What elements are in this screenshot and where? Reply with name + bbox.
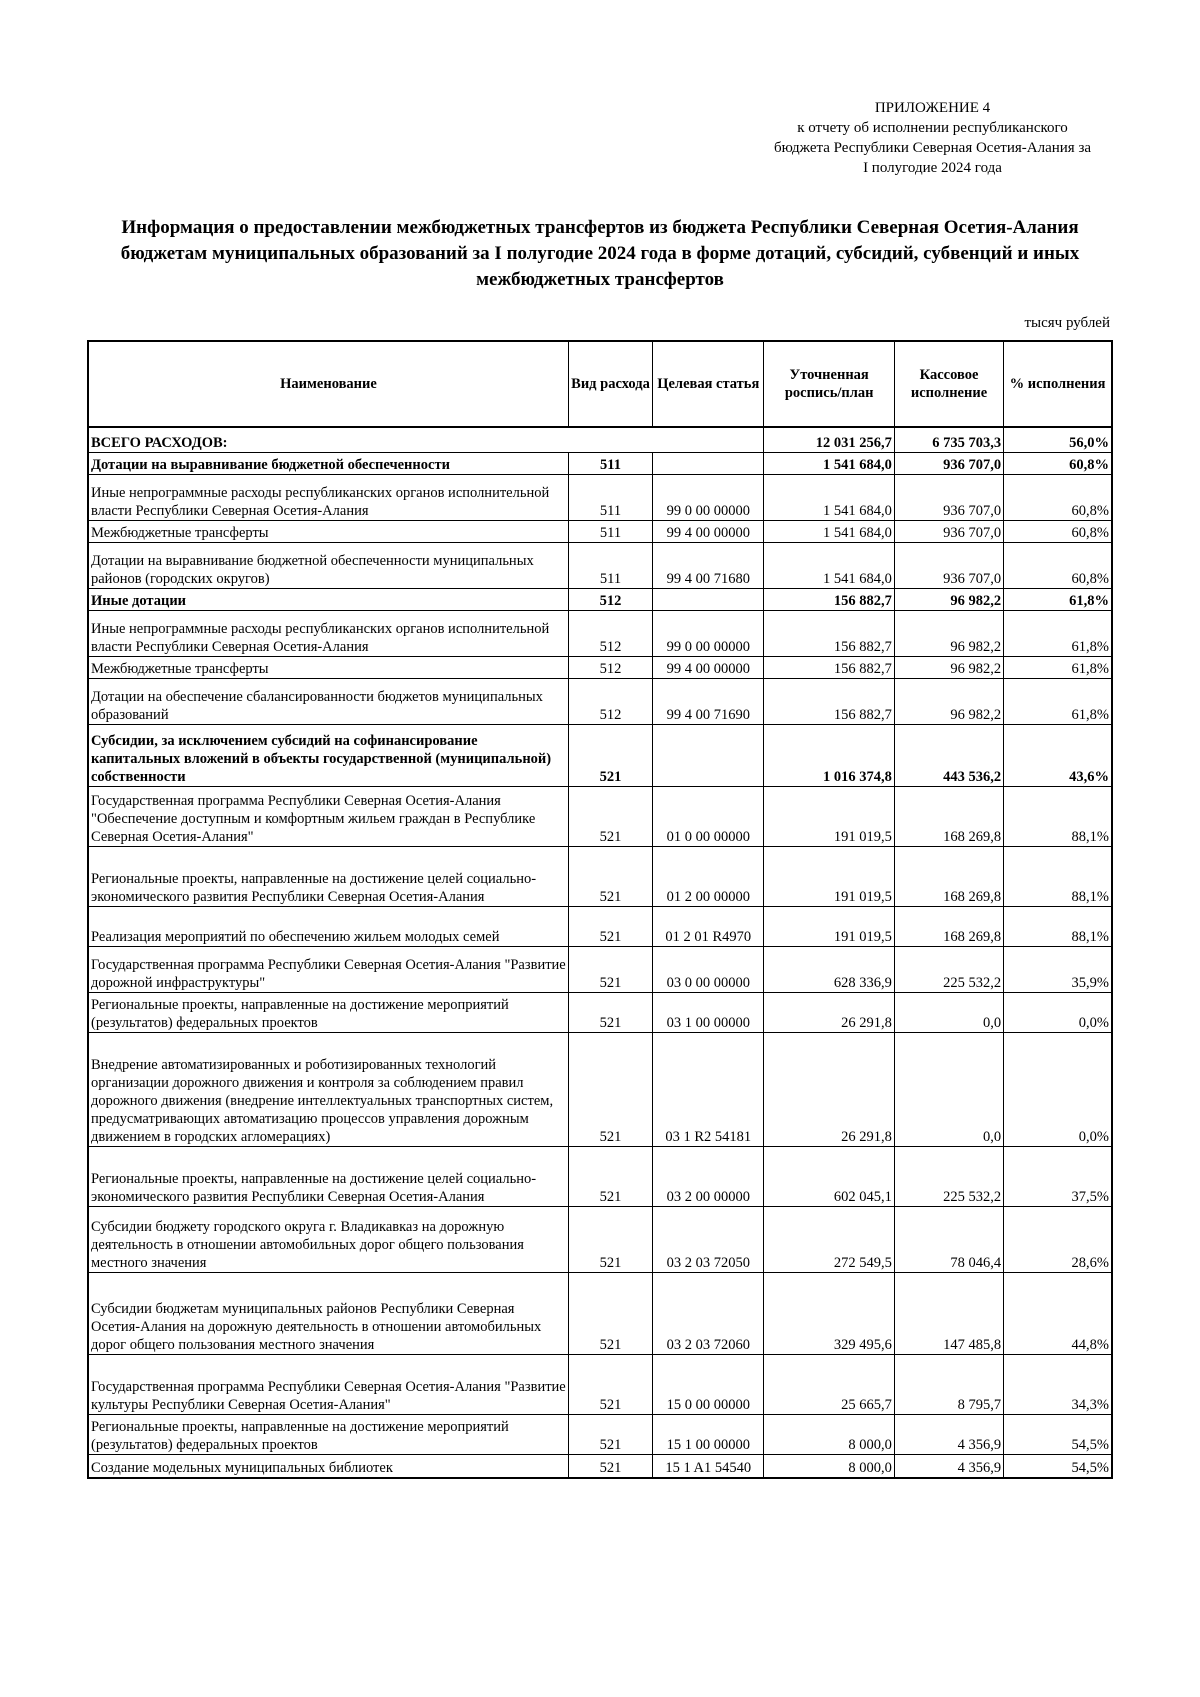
total-kass: 6 735 703,3 (894, 427, 1003, 452)
row-kass: 4 356,9 (894, 1414, 1003, 1454)
row-plan: 1 016 374,8 (764, 724, 894, 786)
row-cel: 15 0 00 00000 (653, 1354, 764, 1414)
row-kass: 168 269,8 (894, 906, 1003, 946)
row-vid: 521 (568, 846, 652, 906)
row-plan: 156 882,7 (764, 588, 894, 610)
row-pct: 54,5% (1004, 1454, 1112, 1478)
row-cel: 99 4 00 00000 (653, 656, 764, 678)
appendix-line: к отчету об исполнении республиканского (797, 120, 1068, 136)
total-row (88, 427, 1112, 452)
row-plan: 1 541 684,0 (764, 542, 894, 588)
row-vid: 511 (568, 474, 652, 520)
row-cel: 03 0 00 00000 (653, 946, 764, 992)
row-kass: 0,0 (894, 992, 1003, 1032)
row-vid: 512 (568, 678, 652, 724)
table-row (88, 1032, 1112, 1146)
row-kass: 168 269,8 (894, 846, 1003, 906)
row-plan: 602 045,1 (764, 1146, 894, 1206)
table-row (88, 906, 1112, 946)
row-cel: 99 4 00 71680 (653, 542, 764, 588)
row-name: Иные непрограммные расходы республиканских органов исполнительной власти Республики Северная Осетия-Алания (88, 474, 568, 520)
table-row (88, 992, 1112, 1032)
total-label: ВСЕГО РАСХОДОВ: (88, 427, 764, 452)
row-plan: 8 000,0 (764, 1414, 894, 1454)
row-kass: 936 707,0 (894, 474, 1003, 520)
row-kass: 0,0 (894, 1032, 1003, 1146)
row-plan: 329 495,6 (764, 1272, 894, 1354)
row-name: Внедрение автоматизированных и роботизированных технологий организации дорожного движения и контроля за соблюдением правил дорожного движения (внедрение интеллектуальных транспортных систем, предусматривающих автоматизацию процессов управления дорожным движением в городских агломерациях) (88, 1032, 568, 1146)
row-name: Создание модельных муниципальных библиотек (88, 1454, 568, 1478)
row-kass: 96 982,2 (894, 678, 1003, 724)
row-cel: 99 4 00 00000 (653, 520, 764, 542)
row-pct: 0,0% (1004, 1032, 1112, 1146)
table-row (88, 1206, 1112, 1272)
row-vid: 521 (568, 786, 652, 846)
row-vid: 521 (568, 906, 652, 946)
title-line: Информация о предоставлении межбюджетных трансфертов из бюджета Республики Северная Осетия-Алания (121, 217, 1079, 238)
row-name: Государственная программа Республики Северная Осетия-Алания "Развитие культуры Республики Северная Осетия-Алания" (88, 1354, 568, 1414)
row-plan: 156 882,7 (764, 610, 894, 656)
row-plan: 628 336,9 (764, 946, 894, 992)
table-row (88, 474, 1112, 520)
row-vid: 521 (568, 992, 652, 1032)
row-name: Дотации на выравнивание бюджетной обеспеченности (88, 452, 568, 474)
row-kass: 936 707,0 (894, 542, 1003, 588)
row-cel: 03 2 00 00000 (653, 1146, 764, 1206)
row-plan: 191 019,5 (764, 846, 894, 906)
row-vid: 521 (568, 1032, 652, 1146)
row-pct: 88,1% (1004, 786, 1112, 846)
row-pct: 88,1% (1004, 906, 1112, 946)
row-kass: 936 707,0 (894, 520, 1003, 542)
row-vid: 512 (568, 610, 652, 656)
row-pct: 61,8% (1004, 678, 1112, 724)
row-pct: 34,3% (1004, 1354, 1112, 1414)
row-vid: 511 (568, 452, 652, 474)
table-row (88, 1146, 1112, 1206)
row-kass: 443 536,2 (894, 724, 1003, 786)
row-cel: 15 1 00 00000 (653, 1414, 764, 1454)
row-kass: 225 532,2 (894, 946, 1003, 992)
row-vid: 512 (568, 656, 652, 678)
row-pct: 28,6% (1004, 1206, 1112, 1272)
total-pct: 56,0% (1004, 427, 1112, 452)
total-plan: 12 031 256,7 (764, 427, 894, 452)
row-kass: 936 707,0 (894, 452, 1003, 474)
row-plan: 1 541 684,0 (764, 474, 894, 520)
row-name: Дотации на выравнивание бюджетной обеспеченности муниципальных районов (городских округов) (88, 542, 568, 588)
row-cel (653, 724, 764, 786)
row-vid: 521 (568, 1454, 652, 1478)
row-name: Региональные проекты, направленные на достижение мероприятий (результатов) федеральных проектов (88, 1414, 568, 1454)
row-pct: 35,9% (1004, 946, 1112, 992)
table-row (88, 846, 1112, 906)
row-pct: 60,8% (1004, 542, 1112, 588)
table-row (88, 452, 1112, 474)
row-pct: 60,8% (1004, 452, 1112, 474)
row-pct: 44,8% (1004, 1272, 1112, 1354)
row-pct: 61,8% (1004, 656, 1112, 678)
table-row (88, 1272, 1112, 1354)
row-plan: 1 541 684,0 (764, 452, 894, 474)
row-pct: 61,8% (1004, 588, 1112, 610)
row-name: Субсидии бюджетам муниципальных районов Республики Северная Осетия-Алания на дорожную деятельность в отношении автомобильных дорог общего пользования местного значения (88, 1272, 568, 1354)
appendix-number: ПРИЛОЖЕНИЕ 4 (874, 100, 991, 116)
row-cel: 01 2 00 00000 (653, 846, 764, 906)
row-cel: 99 4 00 71690 (653, 678, 764, 724)
row-name: Реализация мероприятий по обеспечению жильем молодых семей (88, 906, 568, 946)
row-vid: 511 (568, 542, 652, 588)
header-plan: Уточненная роспись/план (764, 341, 894, 427)
row-vid: 521 (568, 1414, 652, 1454)
row-name: Региональные проекты, направленные на достижение мероприятий (результатов) федеральных проектов (88, 992, 568, 1032)
table-row (88, 1354, 1112, 1414)
row-cel: 99 0 00 00000 (653, 610, 764, 656)
row-plan: 8 000,0 (764, 1454, 894, 1478)
row-cel: 03 1 00 00000 (653, 992, 764, 1032)
row-vid: 521 (568, 1354, 652, 1414)
row-plan: 156 882,7 (764, 656, 894, 678)
appendix-line: бюджета Республики Северная Осетия-Алания за (773, 140, 1092, 156)
table-row (88, 678, 1112, 724)
header-kass: Кассовое исполнение (894, 341, 1003, 427)
row-name: Межбюджетные трансферты (88, 520, 568, 542)
row-plan: 191 019,5 (764, 906, 894, 946)
row-kass: 96 982,2 (894, 610, 1003, 656)
header-name: Наименование (88, 341, 568, 427)
row-kass: 168 269,8 (894, 786, 1003, 846)
table-row (88, 724, 1112, 786)
row-cel: 15 1 A1 54540 (653, 1454, 764, 1478)
row-name: Иные дотации (88, 588, 568, 610)
title-line: бюджетам муниципальных образований за I полугодие 2024 года в форме дотаций, субсидий, субвенций и иных (120, 243, 1080, 264)
row-cel: 03 2 03 72050 (653, 1206, 764, 1272)
table-row (88, 588, 1112, 610)
row-vid: 521 (568, 1272, 652, 1354)
row-kass: 78 046,4 (894, 1206, 1003, 1272)
row-pct: 54,5% (1004, 1414, 1112, 1454)
row-name: Субсидии, за исключением субсидий на софинансирование капитальных вложений в объекты государственной (муниципальной) собственности (88, 724, 568, 786)
row-pct: 37,5% (1004, 1146, 1112, 1206)
row-name: Иные непрограммные расходы республиканских органов исполнительной власти Республики Северная Осетия-Алания (88, 610, 568, 656)
row-plan: 26 291,8 (764, 1032, 894, 1146)
row-vid: 521 (568, 724, 652, 786)
row-vid: 511 (568, 520, 652, 542)
title-line: межбюджетных трансфертов (476, 269, 724, 290)
appendix-header (745, 98, 1120, 178)
row-pct: 60,8% (1004, 474, 1112, 520)
table-row (88, 656, 1112, 678)
row-plan: 272 549,5 (764, 1206, 894, 1272)
row-pct: 60,8% (1004, 520, 1112, 542)
row-name: Государственная программа Республики Северная Осетия-Алания "Обеспечение доступным и комфортным жильем граждан в Республике Северная Осетия-Алания" (88, 786, 568, 846)
row-vid: 512 (568, 588, 652, 610)
row-vid: 521 (568, 1146, 652, 1206)
table-row (88, 610, 1112, 656)
row-plan: 26 291,8 (764, 992, 894, 1032)
row-plan: 1 541 684,0 (764, 520, 894, 542)
row-kass: 225 532,2 (894, 1146, 1003, 1206)
transfers-table (87, 340, 1113, 1479)
units-label: тысяч рублей (1024, 315, 1110, 331)
row-name: Региональные проекты, направленные на достижение целей социально-экономического развития Республики Северная Осетия-Алания (88, 846, 568, 906)
row-pct: 43,6% (1004, 724, 1112, 786)
table-row (88, 1454, 1112, 1478)
row-kass: 96 982,2 (894, 588, 1003, 610)
row-vid: 521 (568, 946, 652, 992)
row-pct: 0,0% (1004, 992, 1112, 1032)
row-pct: 88,1% (1004, 846, 1112, 906)
row-kass: 147 485,8 (894, 1272, 1003, 1354)
row-kass: 96 982,2 (894, 656, 1003, 678)
row-kass: 8 795,7 (894, 1354, 1003, 1414)
header-cel: Целевая статья (653, 341, 764, 427)
row-plan: 191 019,5 (764, 786, 894, 846)
row-vid: 521 (568, 1206, 652, 1272)
row-pct: 61,8% (1004, 610, 1112, 656)
row-cel: 03 2 03 72060 (653, 1272, 764, 1354)
header-pct: % исполнения (1004, 341, 1112, 427)
table-row (88, 542, 1112, 588)
appendix-line: I полугодие 2024 года (863, 160, 1002, 176)
row-kass: 4 356,9 (894, 1454, 1003, 1478)
row-cel: 03 1 R2 54181 (653, 1032, 764, 1146)
row-name: Региональные проекты, направленные на достижение целей социально-экономического развития Республики Северная Осетия-Алания (88, 1146, 568, 1206)
header-vid: Вид расхода (568, 341, 652, 427)
row-name: Межбюджетные трансферты (88, 656, 568, 678)
row-cel (653, 452, 764, 474)
row-cel: 01 2 01 R4970 (653, 906, 764, 946)
table-header-row (88, 341, 1112, 427)
row-cel: 01 0 00 00000 (653, 786, 764, 846)
row-name: Дотации на обеспечение сбалансированности бюджетов муниципальных образований (88, 678, 568, 724)
row-plan: 25 665,7 (764, 1354, 894, 1414)
table-row (88, 786, 1112, 846)
row-cel: 99 0 00 00000 (653, 474, 764, 520)
row-name: Государственная программа Республики Северная Осетия-Алания "Развитие дорожной инфраструктуры" (88, 946, 568, 992)
row-name: Субсидии бюджету городского округа г. Владикавказ на дорожную деятельность в отношении автомобильных дорог общего пользования местного значения (88, 1206, 568, 1272)
table-row (88, 1414, 1112, 1454)
table-row (88, 946, 1112, 992)
row-plan: 156 882,7 (764, 678, 894, 724)
row-cel (653, 588, 764, 610)
document-title (80, 215, 1120, 293)
table-row (88, 520, 1112, 542)
